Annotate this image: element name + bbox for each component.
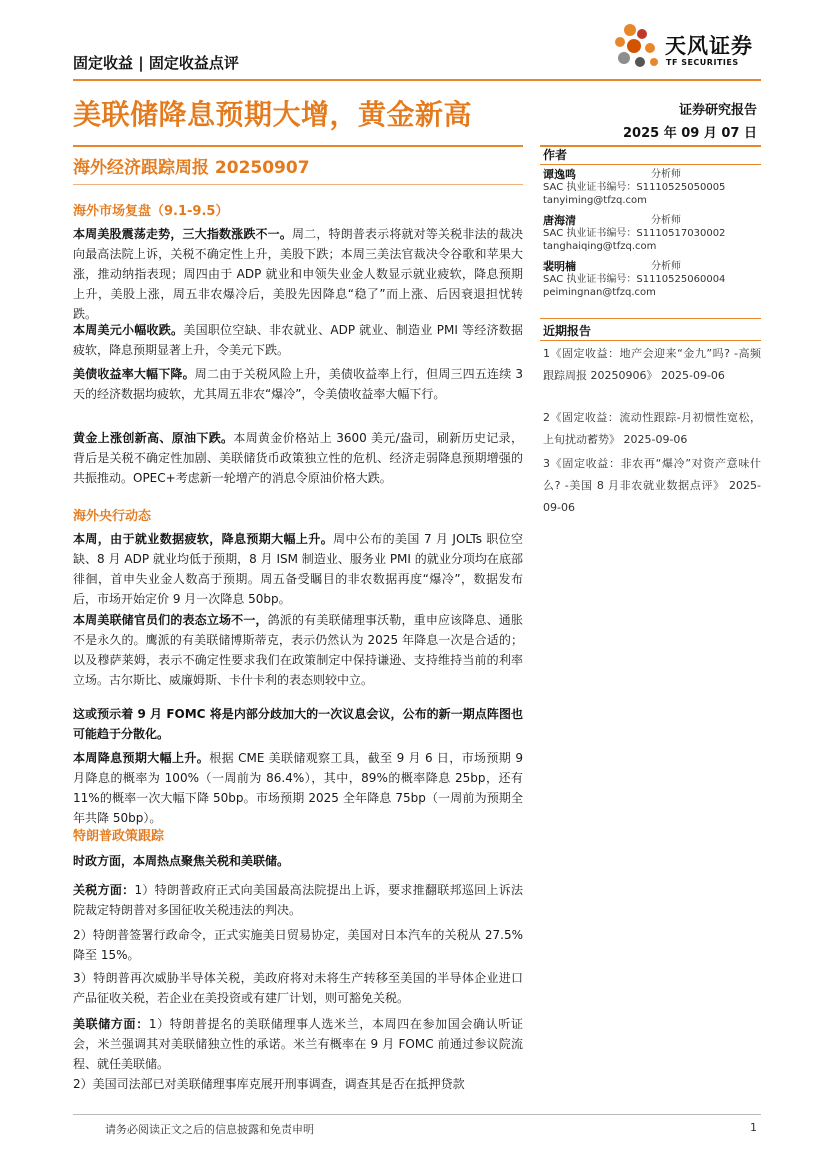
recent-reports-heading: 近期报告: [543, 324, 592, 338]
lead-text: 关税方面：: [73, 883, 135, 897]
paragraph: [73, 1074, 523, 1094]
analyst-email[interactable]: tanghaiqing@tfzq.com: [543, 241, 657, 252]
paragraph: [73, 320, 523, 360]
lead-text: 本周美股震荡走势，三大指数涨跌不一。: [73, 227, 292, 241]
page-number: 1: [750, 1121, 757, 1134]
body-text: 美国职位空缺、非农就业、ADP 就业、制造业 PMI 等经济数据疲软，降息预期显著上升，令美元下跌。: [73, 323, 523, 357]
paragraph: [73, 1014, 523, 1074]
lead-text: 这或预示着 9 月 FOMC 将是内部分歧加大的一次议息会议，公布的新一期点阵图也可能趋于分散化。: [73, 707, 523, 741]
analyst-cert: SAC 执业证书编号：S1110525050005: [543, 182, 726, 193]
paragraph: [73, 880, 523, 920]
authors-heading: 作者: [543, 148, 568, 162]
paragraph: [73, 925, 523, 965]
analyst-card: [543, 214, 761, 253]
body-text: 1）特朗普政府正式向美国最高法院提出上诉，要求推翻联邦巡回上诉法院裁定特朗普对多国征收关税违法的判决。: [73, 883, 523, 917]
recent-report-item[interactable]: 2《固定收益：流动性跟踪-月初惯性宽松，上旬扰动蓄势》 2025-09-06: [543, 411, 761, 446]
lead-text: 时政方面，本周热点聚焦关税和美联储。: [73, 854, 290, 868]
analyst-email[interactable]: tanyiming@tfzq.com: [543, 195, 647, 206]
body-text: 2）特朗普签署行政命令，正式实施美日贸易协定，美国对日本汽车的关税从 27.5%降至 15%。: [73, 928, 523, 962]
paragraph: [73, 704, 523, 744]
report-date: 2025 年 09 月 07 日: [623, 126, 757, 141]
footer-disclaimer: 请务必阅读正文之后的信息披露和免责申明: [105, 1123, 314, 1136]
analyst-email[interactable]: peimingnan@tfzq.com: [543, 287, 656, 298]
subtitle-divider: [73, 145, 523, 147]
recent-report-item[interactable]: 3《固定收益：非农再“爆冷”对资产意味什么? -美国 8 月非农就业数据点评》 2025-09-06: [543, 457, 761, 514]
body-text: 1）特朗普提名的美联储理事人选米兰，本周四在参加国会确认听证会，米兰强调其对美联储独立性的承诺。米兰有概率在 9 月 FOMC 前通过参议院流程、就任美联储。: [73, 1017, 523, 1071]
report-title: 美联储降息预期大增，黄金新高: [73, 98, 473, 131]
analyst-name: 谭逸鸣: [543, 168, 576, 181]
footer-divider: [73, 1114, 761, 1115]
section-central-banks: [73, 505, 523, 524]
logo-text-en: TF SECURITIES: [666, 58, 739, 67]
logo-text-cn: 天风证券: [665, 34, 753, 58]
paragraph: [73, 968, 523, 1008]
section-title: 特朗普政策跟踪: [73, 829, 165, 844]
paragraph: [73, 224, 523, 324]
section-trump-policy: [73, 825, 523, 844]
analyst-cert: SAC 执业证书编号：S1110517030002: [543, 228, 726, 239]
header-divider: [73, 79, 761, 81]
body-text: 根据 CME 美联储观察工具，截至 9 月 6 日，市场预期 9 月降息的概率为 100%（一周前为 86.4%），其中，89%的概率降息 25bp，还有 11%的概率一次大幅下降 50bp。市场预期 2025 全年降息 75bp（一周前为预期全年共降 50bp）。: [73, 751, 523, 825]
section-market-review: [73, 200, 523, 219]
paragraph: [73, 428, 523, 488]
analyst-cert: SAC 执业证书编号：S1110525060004: [543, 274, 726, 285]
section-title: 海外央行动态: [73, 509, 152, 524]
paragraph: [73, 851, 523, 871]
paragraph: [73, 748, 523, 828]
analyst-card: [543, 260, 761, 299]
recent-report-item[interactable]: 1《固定收益：地产会迎来“金九”吗? -高频跟踪周报 20250906》 2025-09-06: [543, 347, 761, 382]
body-text: 周中公布的美国 7 月 JOLTs 职位空缺、8 月 ADP 就业均低于预期，8 月 ISM 制造业、服务业 PMI 的就业分项均在底部徘徊，首申失业金人数高于预期。周五备受瞩目的非农数据再度“爆冷”，数据发布后，市场开始定价 9 月一次降息 50bp。: [73, 532, 523, 606]
analyst-role: 分析师: [651, 261, 681, 272]
recent-top-line: [540, 318, 761, 319]
report-subtitle: 海外经济跟踪周报 20250907: [73, 158, 310, 178]
lead-text: 本周美联储官员们的表态立场不一，: [73, 613, 268, 627]
authors-heading-line: [540, 164, 761, 165]
report-type: 证券研究报告: [678, 103, 757, 118]
lead-text: 美联储方面：: [73, 1017, 149, 1031]
lead-text: 黄金上涨创新高、原油下跌。: [73, 431, 234, 445]
analyst-name: 裴明楠: [543, 260, 576, 273]
analyst-role: 分析师: [651, 215, 681, 226]
lead-text: 本周，由于就业数据疲软，降息预期大幅上升。: [73, 532, 334, 546]
body-text: 周二由于关税风险上升，美债收益率上行，但周三四五连续 3 天的经济数据均疲软，尤其周五非农“爆冷”，令美债收益率大幅下行。: [73, 367, 523, 401]
body-text: 3）特朗普再次威胁半导体关税，美政府将对未将生产转移至美国的半导体企业进口产品征收关税，若企业在美投资或有建厂计划，则可豁免关税。: [73, 971, 523, 1005]
sidebar-divider: [540, 145, 761, 147]
recent-heading-line: [540, 340, 761, 341]
lead-text: 本周美元小幅收跌。: [73, 323, 184, 337]
analyst-role: 分析师: [651, 169, 681, 180]
analyst-name: 唐海清: [543, 214, 576, 227]
body-text: 鸽派的有美联储理事沃勒，重申应该降息、通胀不是永久的。鹰派的有美联储博斯蒂克，表示仍然认为 2025 年降息一次是合适的；以及穆萨莱姆，表示不确定性要求我们在政策制定中保持谦逊、支持维持当前的利率立场。古尔斯比、威廉姆斯、卡什卡利的表态则较中立。: [73, 613, 523, 687]
lead-text: 本周降息预期大幅上升。: [73, 751, 210, 765]
body-text: 本周黄金价格站上 3600 美元/盎司，刷新历史记录，背后是关税不确定性加剧、美联储货币政策独立性的危机、经济走弱降息预期增强的共振推动。OPEC+考虑新一轮增产的消息令原油价格大跌。: [73, 431, 523, 485]
analyst-card: [543, 168, 761, 207]
paragraph: [73, 529, 523, 609]
paragraph: [73, 364, 523, 404]
lead-text: 美债收益率大幅下降。: [73, 367, 195, 381]
report-category: 固定收益 | 固定收益点评: [73, 54, 239, 72]
paragraph: [73, 610, 523, 690]
body-text: 2）美国司法部已对美联储理事库克展开刑事调查，调查其是否在抵押贷款: [73, 1077, 465, 1091]
subtitle-underline: [73, 184, 523, 185]
section-title: 海外市场复盘（9.1-9.5）: [73, 204, 229, 219]
body-text: 周二，特朗普表示将就对等关税非法的裁决向最高法院上诉，关税不确定性上升，美股下跌；本周三美法官裁决令谷歌和苹果大涨，推动纳指表现；周四由于 ADP 就业和申领失业金人数显示就业疲软，降息预期上升，美股上涨，周五非农爆冷后，美股先因降息“稳了”而上涨、后因衰退担忧转跌。: [73, 227, 523, 321]
